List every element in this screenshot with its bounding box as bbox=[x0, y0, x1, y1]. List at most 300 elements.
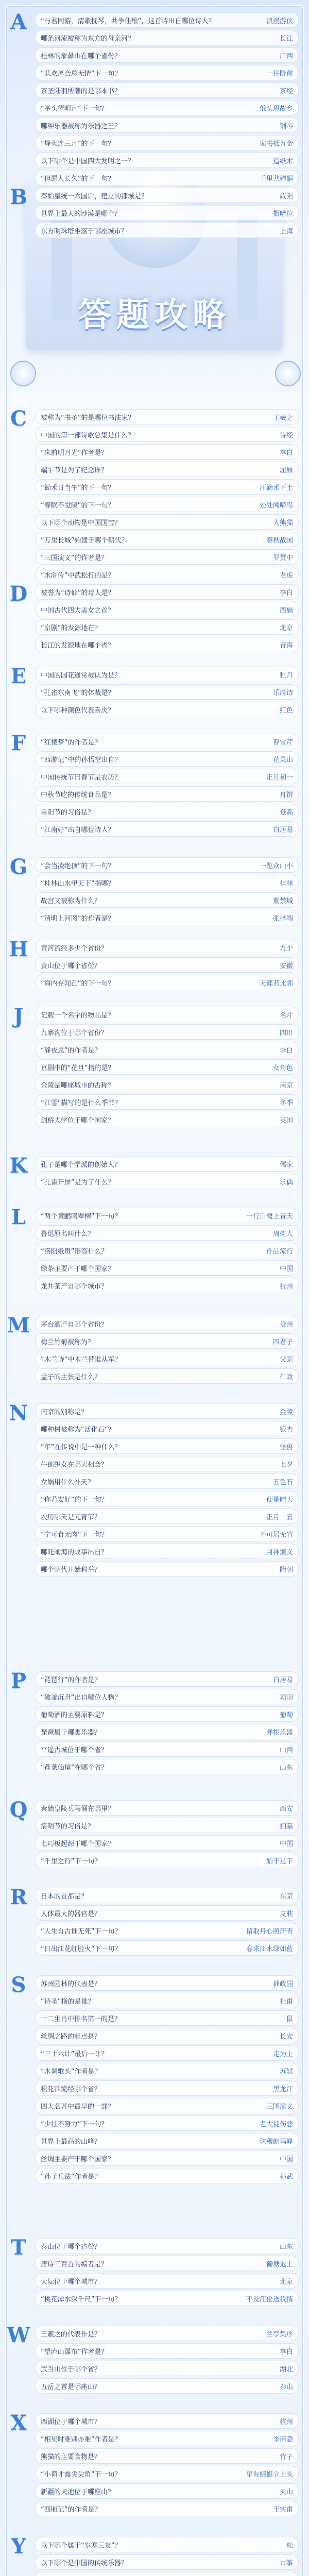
qa-row bbox=[35, 12, 299, 28]
question-text: 茅台酒产自哪个省份？ bbox=[41, 1320, 108, 1329]
qa-row bbox=[35, 1800, 299, 1816]
answer-text: 长安 bbox=[279, 2032, 293, 2041]
question-text: “千里之行”下一句？ bbox=[41, 1857, 101, 1866]
qa-row bbox=[35, 2080, 299, 2096]
question-text: 以下哪个属于“岁寒三友”？ bbox=[41, 2541, 122, 2550]
answer-text: 便是晴天 bbox=[266, 1496, 293, 1504]
answer-text: 白居易 bbox=[272, 826, 293, 834]
question-text: 故宫又被称为什么？ bbox=[41, 897, 101, 905]
question-text: 绿茶主要产于哪个国家？ bbox=[41, 1265, 115, 1273]
qa-row bbox=[35, 1940, 299, 1956]
qa-row bbox=[35, 65, 299, 80]
qa-rows bbox=[35, 12, 299, 238]
qa-row bbox=[35, 910, 299, 925]
answer-text: 儒家 bbox=[279, 1161, 293, 1169]
question-text: 日本的首都是？ bbox=[41, 1892, 88, 1901]
question-text: 清明节的习俗是？ bbox=[41, 1822, 95, 1831]
question-text: “水调歌头”作者是？ bbox=[41, 2067, 101, 2076]
question-text: “桃花潭水深千尺”下一句？ bbox=[41, 2295, 122, 2303]
answer-text: 黑龙江 bbox=[272, 2085, 293, 2093]
question-text: “木兰诗”中木兰替谁从军？ bbox=[41, 1355, 122, 1364]
answer-text: 正月十五 bbox=[266, 1513, 293, 1521]
section-letter: P bbox=[10, 1668, 27, 1693]
qa-row bbox=[35, 857, 299, 873]
answer-text: 春秋战国 bbox=[266, 536, 293, 545]
qa-rows bbox=[35, 734, 299, 837]
answer-text: 一行白鹭上青天 bbox=[246, 1212, 293, 1221]
question-text: “西游记”中的孙悟空出自？ bbox=[41, 756, 122, 764]
qa-row bbox=[35, 1351, 299, 1366]
qa-row bbox=[35, 584, 299, 600]
answer-text: 天涯若比邻 bbox=[259, 979, 293, 988]
qa-row bbox=[35, 223, 299, 238]
answer-text: 不可居无竹 bbox=[259, 1531, 293, 1539]
section-letter: W bbox=[7, 2323, 30, 2347]
qa-row bbox=[35, 769, 299, 784]
answer-text: 老虎 bbox=[279, 571, 293, 580]
qa-rows bbox=[35, 2413, 299, 2516]
question-text: 丝绸之路的起点是？ bbox=[41, 2032, 101, 2041]
question-text: “与君同游，清歌抚琴，共争佳酿”，这首诗出自哪位诗人？ bbox=[41, 17, 215, 25]
qa-section-p bbox=[10, 1669, 299, 1776]
qa-row bbox=[35, 1544, 299, 1559]
section-letter: G bbox=[9, 854, 28, 879]
answer-text: 兰亭集序 bbox=[266, 2330, 293, 2338]
qa-row bbox=[35, 2028, 299, 2043]
question-text: 世界上最大的沙漠是哪个？ bbox=[41, 210, 122, 218]
qa-row bbox=[35, 1818, 299, 1833]
qa-row bbox=[35, 205, 299, 221]
question-text: 以下哪种颜色代表喜庆？ bbox=[41, 706, 115, 715]
qa-row bbox=[35, 1975, 299, 1991]
question-text: 金陵是哪座城市的古称？ bbox=[41, 1081, 115, 1090]
qa-row bbox=[35, 1473, 299, 1489]
question-text: “你若安好”的下一句？ bbox=[41, 1496, 108, 1504]
qa-row bbox=[35, 2361, 299, 2376]
question-text: 被誉为“诗仙”的诗人是？ bbox=[41, 589, 115, 597]
section-letter: M bbox=[7, 1313, 30, 1337]
question-text: 被称为“书圣”的是哪位书法家？ bbox=[41, 414, 135, 422]
qa-row bbox=[35, 427, 299, 442]
question-text: “春眠不觉晓”的下一句？ bbox=[41, 501, 115, 510]
question-text: 琵琶属于哪类乐器？ bbox=[41, 1728, 101, 1737]
answer-text: 花果山 bbox=[272, 756, 293, 764]
qa-row bbox=[35, 188, 299, 203]
answer-text: 汗滴禾下土 bbox=[259, 484, 293, 492]
qa-rows bbox=[35, 2238, 299, 2306]
qa-row bbox=[35, 2537, 299, 2552]
qa-row bbox=[35, 2063, 299, 2078]
question-text: “江雪”描写的是什么季节？ bbox=[41, 1099, 122, 1107]
answer-text: 封神演义 bbox=[266, 1548, 293, 1556]
answer-text: 李白 bbox=[279, 589, 293, 597]
answer-text: 皮肤 bbox=[279, 1910, 293, 1918]
answer-text: 杭州 bbox=[279, 1282, 293, 1291]
answer-text: 造纸术 bbox=[272, 157, 293, 165]
question-text: 唐诗三百首的编者是？ bbox=[41, 2260, 108, 2268]
answer-text: 李白 bbox=[279, 449, 293, 457]
question-text: “孔雀东南飞”的体裁是？ bbox=[41, 689, 115, 697]
question-text: 王羲之的代表作是？ bbox=[41, 2330, 101, 2338]
question-text: 南京的别称是？ bbox=[41, 1408, 88, 1416]
qa-rows bbox=[35, 857, 299, 925]
question-text: “床前明月光”作者是？ bbox=[41, 449, 108, 457]
qa-row bbox=[35, 479, 299, 495]
qa-section-k bbox=[10, 1154, 299, 1191]
qa-row bbox=[35, 957, 299, 973]
qa-section-m bbox=[7, 1313, 299, 1386]
answer-text: 杭州 bbox=[279, 2418, 293, 2426]
qa-section-w bbox=[7, 2323, 299, 2396]
section-letter: L bbox=[11, 1205, 26, 1229]
question-text: “桂林山水甲天下”指哪？ bbox=[41, 879, 115, 888]
qa-section-n bbox=[10, 1401, 299, 1579]
qa-row bbox=[35, 82, 299, 98]
answer-text: 西安 bbox=[279, 1805, 293, 1813]
qa-section-f bbox=[10, 732, 299, 839]
qa-section-q bbox=[10, 1798, 299, 1870]
answer-text: 诗经 bbox=[279, 431, 293, 439]
qa-row bbox=[35, 1077, 299, 1092]
question-text: 重阳节的习俗是？ bbox=[41, 808, 95, 817]
qa-row bbox=[35, 1333, 299, 1349]
qa-section-d bbox=[10, 582, 299, 654]
qa-row bbox=[35, 462, 299, 477]
question-text: 农历哪天是元宵节？ bbox=[41, 1513, 101, 1521]
question-text: 哪吒闹海的故事出自？ bbox=[41, 1548, 108, 1556]
question-text: “少壮不努力”下一句？ bbox=[41, 2120, 108, 2128]
answer-text: 竹子 bbox=[279, 2453, 293, 2461]
answer-text: 牡丹 bbox=[279, 671, 293, 680]
question-text: 七巧板起源于哪个国家？ bbox=[41, 1840, 115, 1848]
qa-row bbox=[35, 1835, 299, 1851]
answer-text: 金陵 bbox=[279, 1408, 293, 1416]
qa-row bbox=[35, 444, 299, 460]
question-text: “洛阳纸贵”形容什么？ bbox=[41, 1247, 108, 1256]
qa-row bbox=[35, 2273, 299, 2289]
answer-text: 苏轼 bbox=[279, 2067, 293, 2076]
answer-text: 三国演义 bbox=[266, 2103, 293, 2111]
answer-text: 项羽 bbox=[279, 1693, 293, 1702]
answer-text: 钢琴 bbox=[279, 122, 293, 130]
answer-text: 山东 bbox=[279, 1764, 293, 1772]
qa-row bbox=[35, 2572, 299, 2576]
question-text: “人生自古谁无死”下一句？ bbox=[41, 1927, 122, 1936]
section-letter: R bbox=[10, 1885, 27, 1909]
qa-row bbox=[35, 1208, 299, 1223]
qa-row bbox=[35, 1403, 299, 1419]
answer-text: 乐府诗 bbox=[272, 689, 293, 697]
question-text: 九寨沟位于哪个省份？ bbox=[41, 1029, 108, 1037]
answer-text: 湖北 bbox=[279, 2365, 293, 2374]
section-letter: B bbox=[10, 184, 27, 209]
qa-row bbox=[35, 734, 299, 749]
qa-row bbox=[35, 1671, 299, 1687]
question-text: 桂林的象鼻山在哪个省份？ bbox=[41, 52, 122, 60]
qa-section-r bbox=[10, 1886, 299, 1958]
question-text: 葡萄酒的主要原料是？ bbox=[41, 1711, 108, 1719]
answer-text: 曹雪芹 bbox=[272, 738, 293, 747]
qa-row bbox=[35, 2010, 299, 2026]
answer-text: 古筝 bbox=[279, 2559, 293, 2567]
question-text: “锄禾日当午”的下一句？ bbox=[41, 484, 115, 492]
qa-row bbox=[35, 1042, 299, 1057]
answer-text: 山东 bbox=[279, 2243, 293, 2251]
qa-row bbox=[35, 1993, 299, 2008]
question-text: “孔雀开屏”是为了什么？ bbox=[41, 1178, 115, 1187]
answer-text: 咸阳 bbox=[279, 192, 293, 200]
qa-row bbox=[35, 2256, 299, 2271]
section-letter: S bbox=[11, 1972, 26, 1997]
question-text: 中秋节吃的传统食品是？ bbox=[41, 791, 115, 799]
qa-row bbox=[35, 684, 299, 700]
qa-row bbox=[35, 1759, 299, 1774]
question-text: “诗圣”指的是谁？ bbox=[41, 1997, 95, 2006]
qa-row bbox=[35, 152, 299, 168]
question-text: 中国传统节日春节是农历？ bbox=[41, 773, 122, 782]
question-text: “小荷才露尖尖角”下一句？ bbox=[41, 2470, 122, 2479]
answer-text: 鼠 bbox=[286, 2015, 293, 2023]
question-text: 西湖位于哪个城市？ bbox=[41, 2418, 101, 2426]
question-text: “举头望明月”下一句？ bbox=[41, 105, 108, 113]
question-text: “会当凌绝顶”的下一句？ bbox=[41, 862, 115, 870]
qa-row bbox=[35, 1243, 299, 1258]
qa-row bbox=[35, 1888, 299, 1903]
answer-text: 西施 bbox=[279, 606, 293, 615]
qa-row bbox=[35, 409, 299, 425]
qa-row bbox=[35, 2115, 299, 2131]
answer-text: 珠穆朗玛峰 bbox=[259, 2138, 293, 2146]
qa-section-e bbox=[10, 665, 299, 719]
qa-rows bbox=[35, 1156, 299, 1189]
qa-rows bbox=[35, 2326, 299, 2394]
answer-text: 低头思故乡 bbox=[259, 105, 293, 113]
qa-row bbox=[35, 30, 299, 45]
qa-row bbox=[35, 1278, 299, 1293]
section-letter: T bbox=[11, 2235, 26, 2260]
answer-text: 南京 bbox=[279, 1081, 293, 1090]
qa-row bbox=[35, 1368, 299, 1384]
answer-text: 广西 bbox=[279, 52, 293, 60]
qa-row bbox=[35, 532, 299, 547]
answer-text: 求偶 bbox=[279, 1178, 293, 1187]
question-text: 秦始皇陵兵马俑在哪里？ bbox=[41, 1805, 115, 1813]
answer-text: 九个 bbox=[279, 944, 293, 953]
qa-rows bbox=[35, 1800, 299, 1868]
answer-text: 孙武 bbox=[279, 2173, 293, 2181]
qa-row bbox=[35, 2238, 299, 2253]
qa-row bbox=[35, 2378, 299, 2394]
answer-text: 作品流行 bbox=[266, 1247, 293, 1256]
answer-text: 周树人 bbox=[272, 1230, 293, 1238]
page-title: 答题攻略 bbox=[78, 296, 231, 334]
qa-rows bbox=[35, 2537, 299, 2576]
answer-text: 张择端 bbox=[272, 914, 293, 923]
qa-row bbox=[35, 1174, 299, 1189]
section-letter: X bbox=[10, 2410, 27, 2435]
qa-row bbox=[35, 1853, 299, 1868]
question-text: 茶圣陆羽所著的是哪本书？ bbox=[41, 87, 122, 95]
qa-section-x bbox=[10, 2411, 299, 2518]
qa-section-c bbox=[10, 407, 299, 584]
question-text: “悲欢离合总无情”下一句？ bbox=[41, 70, 122, 78]
question-text: 黄河流经多少个省份？ bbox=[41, 944, 108, 953]
qa-row bbox=[35, 2466, 299, 2481]
section-letter: Q bbox=[9, 1797, 28, 1822]
qa-row bbox=[35, 117, 299, 133]
question-text: “宁可食无肉”下一句？ bbox=[41, 1531, 108, 1539]
question-text: 以下哪个动物是中国国宝？ bbox=[41, 519, 122, 527]
qa-rows bbox=[35, 584, 299, 652]
answer-text: 泰山 bbox=[279, 2383, 293, 2391]
qa-rows bbox=[35, 667, 299, 717]
question-text: 人体最大的器官是？ bbox=[41, 1910, 101, 1918]
question-text: “蓬莱仙境”在哪个省？ bbox=[41, 1764, 108, 1772]
answer-text: 留取丹心照汗青 bbox=[246, 1927, 293, 1936]
qa-rows bbox=[35, 1007, 299, 1127]
answer-text: 罗贯中 bbox=[272, 554, 293, 562]
qa-row bbox=[35, 514, 299, 530]
section-letter: D bbox=[9, 581, 28, 606]
answer-text: 撒哈拉 bbox=[272, 210, 293, 218]
answer-text: 蘅塘退士 bbox=[266, 2260, 293, 2268]
answer-text: 隋朝 bbox=[279, 1566, 293, 1574]
question-text: 秦始皇统一六国后，建立的都城是？ bbox=[41, 192, 148, 200]
question-text: “清明上河图”的作者是？ bbox=[41, 914, 115, 923]
answer-text: 紫禁城 bbox=[272, 897, 293, 905]
answer-text: 北京 bbox=[279, 624, 293, 632]
answer-text: 四君子 bbox=[272, 1338, 293, 1346]
qa-section-s bbox=[10, 1973, 299, 2185]
qa-row bbox=[35, 1905, 299, 1921]
section-letter: F bbox=[11, 731, 26, 755]
section-letter: J bbox=[13, 1004, 24, 1028]
section-letter: C bbox=[10, 406, 27, 431]
question-text: 孟子的主张是什么？ bbox=[41, 1373, 101, 1381]
question-text: “相见时难别亦难”作者是？ bbox=[41, 2435, 122, 2444]
question-text: 黄山位于哪个省份？ bbox=[41, 962, 101, 970]
answer-text: 拙政园 bbox=[272, 1980, 293, 1988]
question-text: “日出江花红胜火”下一句？ bbox=[41, 1945, 122, 1953]
question-text: “破釜沉舟”出自哪位人物？ bbox=[41, 1693, 122, 1702]
question-text: 哪条河流被称为东方的母亲河？ bbox=[41, 35, 135, 43]
answer-text: 杜甫 bbox=[279, 1997, 293, 2006]
answer-text: 红色 bbox=[279, 706, 293, 715]
qa-row bbox=[35, 567, 299, 582]
question-text: 以下哪个是中国四大发明之一？ bbox=[41, 157, 135, 165]
qa-row bbox=[35, 1526, 299, 1541]
qa-row bbox=[35, 170, 299, 185]
qa-row bbox=[35, 1316, 299, 1331]
question-text: 记载一个名字的物品是？ bbox=[41, 1011, 115, 1020]
answer-text: 茶经 bbox=[279, 87, 293, 95]
qa-row bbox=[35, 2448, 299, 2464]
qa-row bbox=[35, 602, 299, 617]
question-text: 十二生肖中排名第一的是？ bbox=[41, 2015, 122, 2023]
answer-text: 英国 bbox=[279, 1116, 293, 1125]
qa-row bbox=[35, 1094, 299, 1110]
qa-rows bbox=[35, 1316, 299, 1384]
qa-rows bbox=[35, 1208, 299, 1293]
qa-row bbox=[35, 1024, 299, 1040]
qa-row bbox=[35, 1706, 299, 1722]
answer-text: 不及汪伦送我情 bbox=[246, 2295, 293, 2303]
section-letter: H bbox=[9, 937, 28, 961]
crest-icon bbox=[10, 361, 36, 386]
answer-text: 早有蜻蜓立上头 bbox=[246, 2470, 293, 2479]
answer-text: 上海 bbox=[279, 227, 293, 235]
qa-row bbox=[35, 2501, 299, 2516]
answer-text: 中国 bbox=[279, 1265, 293, 1273]
qa-row bbox=[35, 619, 299, 635]
section-letter: E bbox=[10, 664, 27, 688]
crest-icon bbox=[275, 361, 301, 386]
answer-text: 王羲之 bbox=[272, 414, 293, 422]
question-text: “万里长城”始建于哪个朝代？ bbox=[41, 536, 128, 545]
qa-row bbox=[35, 549, 299, 565]
qa-row bbox=[35, 751, 299, 767]
answer-text: 处处闻啼鸟 bbox=[259, 501, 293, 510]
qa-row bbox=[35, 47, 299, 63]
qa-row bbox=[35, 2291, 299, 2306]
answer-text: 葡萄 bbox=[279, 1711, 293, 1719]
qa-rows bbox=[35, 409, 299, 582]
answer-text: 天山 bbox=[279, 2488, 293, 2496]
answer-text: 春来江水绿如蓝 bbox=[246, 1945, 293, 1953]
qa-row bbox=[35, 667, 299, 682]
question-text: 龙井茶产自哪个城市？ bbox=[41, 1282, 108, 1291]
qa-row bbox=[35, 1156, 299, 1172]
qa-row bbox=[35, 637, 299, 652]
answer-text: 中国 bbox=[279, 1840, 293, 1848]
answer-text: 屈原 bbox=[279, 466, 293, 474]
answer-text: 老大徒伤悲 bbox=[259, 2120, 293, 2128]
qa-row bbox=[35, 1438, 299, 1454]
qa-row bbox=[35, 940, 299, 955]
answer-text: 李白 bbox=[279, 2348, 293, 2356]
qa-section-l bbox=[10, 1206, 299, 1295]
question-text: 泰山位于哪个省份？ bbox=[41, 2243, 101, 2251]
qa-row bbox=[35, 2431, 299, 2446]
question-text: “京剧”的发源地在？ bbox=[41, 624, 101, 632]
question-text: 平遥古城位于哪个省？ bbox=[41, 1746, 108, 1754]
qa-row bbox=[35, 1923, 299, 1938]
section-letter: A bbox=[10, 9, 27, 34]
qa-row bbox=[35, 2554, 299, 2570]
answer-text: 四川 bbox=[279, 1029, 293, 1037]
answer-text: 安徽 bbox=[279, 962, 293, 970]
qa-section-t bbox=[10, 2236, 299, 2308]
question-text: “红楼梦”的作者是？ bbox=[41, 738, 101, 747]
question-text: “海内存知己”的下一句？ bbox=[41, 979, 115, 988]
answer-text: 长江 bbox=[279, 35, 293, 43]
question-text: “年”在传说中是一种什么？ bbox=[41, 1443, 122, 1451]
answer-text: 中国 bbox=[279, 2155, 293, 2163]
qa-row bbox=[35, 135, 299, 150]
qa-row bbox=[35, 2168, 299, 2183]
answer-text: 青海 bbox=[279, 641, 293, 650]
qa-row bbox=[35, 1491, 299, 1506]
qa-row bbox=[35, 2133, 299, 2148]
qa-row bbox=[35, 1509, 299, 1524]
answer-text: 冬季 bbox=[279, 1099, 293, 1107]
qa-row bbox=[35, 2098, 299, 2113]
qa-rows bbox=[35, 1403, 299, 1577]
qa-section-g bbox=[10, 855, 299, 927]
answer-text: 浪漫游侠 bbox=[266, 17, 293, 25]
answer-text: 登高 bbox=[279, 808, 293, 817]
answer-text: 千里共婵娟 bbox=[259, 175, 293, 183]
